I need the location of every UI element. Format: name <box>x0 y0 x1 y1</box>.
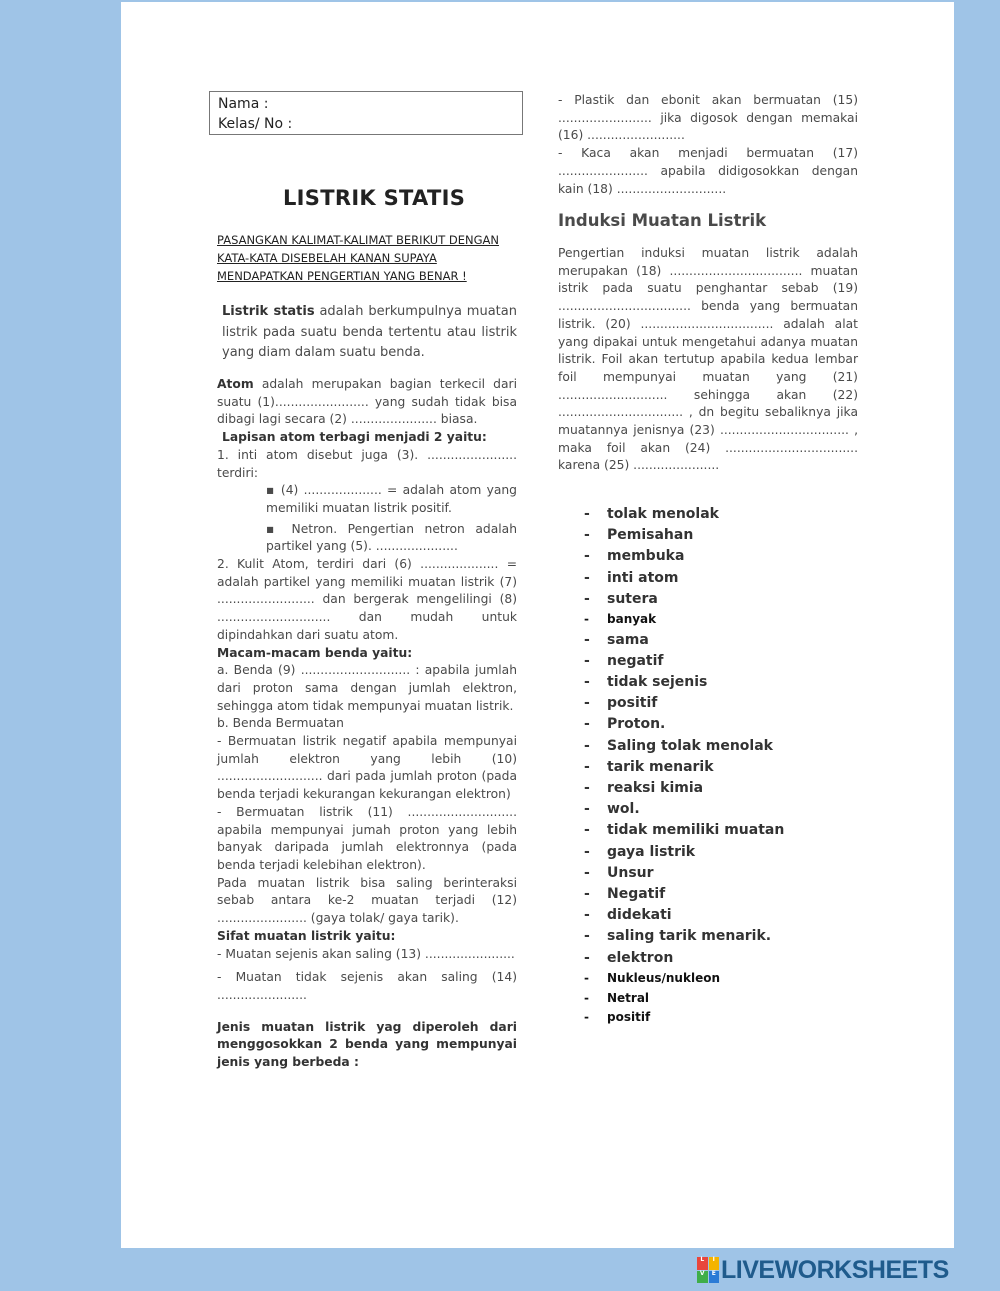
answer-options-list <box>584 504 784 1028</box>
option-item[interactable]: - membuka <box>584 546 784 567</box>
atom-term: Atom <box>217 377 254 391</box>
logo-blocks-icon: L I V E <box>697 1257 719 1283</box>
option-item[interactable]: - positif <box>584 693 784 714</box>
option-item[interactable]: - gaya listrik <box>584 842 784 863</box>
plastik-text: - Plastik dan ebonit akan bermuatan (15) ........................ jika digosok dengan memakai (16) ......................... <box>558 93 858 143</box>
nama-label: Nama : <box>218 96 269 112</box>
option-item[interactable]: - banyak <box>584 610 784 630</box>
option-item[interactable]: - Saling tolak menolak <box>584 736 784 757</box>
option-item[interactable]: - Proton. <box>584 714 784 735</box>
option-item[interactable]: - Nukleus/nukleon <box>584 969 784 989</box>
option-item[interactable]: - Unsur <box>584 863 784 884</box>
proton-item: ▪ (4) .................... = adalah atom yang memiliki muatan listrik positif. <box>266 483 517 515</box>
worksheet-page <box>121 2 954 1248</box>
atom-definition: adalah merupakan bagian terkecil dari suatu (1)........................ yang sudah tidak bisa dibagi lagi secara (2) ...................... biasa. <box>217 377 517 427</box>
option-item[interactable]: - tarik menarik <box>584 757 784 778</box>
option-item[interactable]: - sama <box>584 630 784 651</box>
listrik-statis-term: Listrik statis <box>222 304 315 319</box>
option-item[interactable]: - elektron <box>584 948 784 969</box>
sejenis-text: - Muatan sejenis akan saling (13) ....................... <box>217 946 515 961</box>
inti-atom-text: 1. inti atom disebut juga (3). ....................... terdiri: <box>217 447 517 480</box>
induksi-text: Pengertian induksi muatan listrik adalah merupakan (18) .................................. muatan istrik pada suatu penghantar sebab (19) .................................. benda yang bermuatan listrik. (20) .................................. adalah alat yang dipakai untuk mengetahui adanya muatan listrik. Foil akan tertutup apabila kedua lembar foil mempunyai muatan yang (21) ............................ sehingga akan (22) ................................ , dn begitu sebaliknya jika muatannya jenisnya (23) ................................. , maka foil akan (24) .................................. karena (25) ...................... <box>558 246 858 473</box>
option-item[interactable]: - reaksi kimia <box>584 778 784 799</box>
right-column-induksi <box>558 245 858 475</box>
option-item[interactable]: - Pemisahan <box>584 525 784 546</box>
option-item[interactable]: - tolak menolak <box>584 504 784 525</box>
liveworksheets-logo[interactable] <box>697 1256 949 1284</box>
interaksi-text: Pada muatan listrik bisa saling berinteraksi sebab antara ke-2 muatan terjadi (12) ....................... (gaya tolak/ gaya tarik). <box>217 875 517 926</box>
sifat-heading: Sifat muatan listrik yaitu: <box>217 928 396 943</box>
macam-benda-heading: Macam-macam benda yaitu: <box>217 645 413 660</box>
option-item[interactable]: - sutera <box>584 589 784 610</box>
instruction-text: PASANGKAN KALIMAT-KALIMAT BERIKUT DENGAN KATA-KATA DISEBELAH KANAN SUPAYA MENDAPATKAN PENGERTIAN YANG BENAR ! <box>217 233 499 283</box>
brand-wordmark: LIVEWORKSHEETS <box>721 1255 949 1284</box>
induksi-heading: Induksi Muatan Listrik <box>558 211 767 230</box>
right-column-top <box>558 92 858 198</box>
listrik-statis-definition: adalah berkumpulnya muatan listrik pada suatu benda tertentu atau listrik yang diam dalam suatu benda. <box>222 304 517 360</box>
jenis-muatan-heading: Jenis muatan listrik yag diperoleh dari menggosokkan 2 benda yang mempunyai jenis yang berbeda : <box>217 1019 517 1070</box>
option-item[interactable]: - inti atom <box>584 568 784 589</box>
kaca-text: - Kaca akan menjadi bermuatan (17) ....................... apabila didigosokkan dengan kain (18) ............................ <box>558 146 858 196</box>
option-item[interactable]: - Netral <box>584 989 784 1009</box>
left-column-body <box>217 376 517 1072</box>
option-item[interactable]: - tidak sejenis <box>584 672 784 693</box>
bermuatan-positif-text: - Bermuatan listrik (11) ............................ apabila mempunyai jumah proton yang lebih banyak daripada jumlah elektronnya (pada benda terjadi kelebihan elektron). <box>217 804 517 872</box>
name-class-box[interactable] <box>209 91 523 135</box>
benda-bermuatan-text: b. Benda Bermuatan <box>217 716 344 731</box>
kelas-label: Kelas/ No : <box>218 116 293 132</box>
option-item[interactable]: - wol. <box>584 799 784 820</box>
bermuatan-negatif-text: - Bermuatan listrik negatif apabila mempunyai jumlah elektron yang lebih (10) ........................... dari pada jumlah proton (pada benda terjadi kekurangan kekurangan elektron) <box>217 734 517 802</box>
netron-item: ▪ Netron. Pengertian netron adalah partikel yang (5). ..................... <box>266 521 517 554</box>
lapisan-heading: Lapisan atom terbagi menjadi 2 yaitu: <box>222 430 487 445</box>
option-item[interactable]: - positif <box>584 1008 784 1028</box>
left-column-intro <box>217 302 517 364</box>
option-item[interactable]: - tidak memiliki muatan <box>584 820 784 841</box>
benda-netral-text: a. Benda (9) ............................ : apabila jumlah dari proton sama dengan jumlah elektron, sehingga atom tidak mempunyai muatan listrik. <box>217 663 517 713</box>
option-item[interactable]: - didekati <box>584 905 784 926</box>
tidak-sejenis-text: - Muatan tidak sejenis akan saling (14) ....................... <box>217 970 517 1002</box>
page-title: LISTRIK STATIS <box>283 186 466 210</box>
option-item[interactable]: - Negatif <box>584 884 784 905</box>
kulit-atom-text: 2. Kulit Atom, terdiri dari (6) .................... = adalah partikel yang memiliki muatan listrik (7) ......................... dan bergerak mengelilingi (8) ............................. dan mudah untuk dipindahkan dari suatu atom. <box>217 557 517 642</box>
option-item[interactable]: - negatif <box>584 651 784 672</box>
option-item[interactable]: - saling tarik menarik. <box>584 926 784 947</box>
